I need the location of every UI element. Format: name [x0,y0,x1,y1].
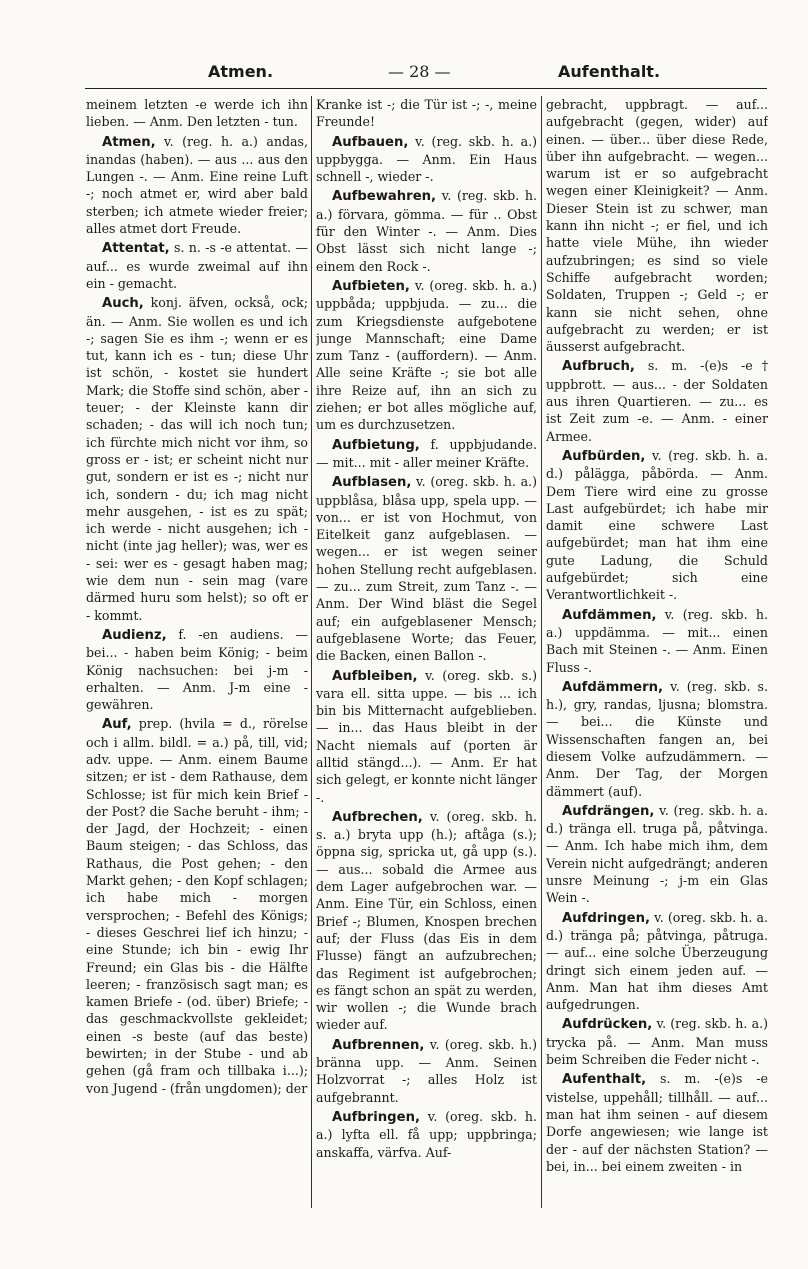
entry-text: s. m. -(e)s -e† uppbrott. — aus... - der Soldaten aus ihren Quartieren. — zu... es ist Zeit zum -e. — Anm. - einer Armee. [546,358,768,444]
dictionary-entry [316,1036,537,1106]
dictionary-entry [86,133,308,238]
entry-text: v. (oreg. skb. h. s. a.) bryta upp (h.); aftåga (s.); öppna sig, spricka ut, gå upp (s.). — aus... sobald die Armee aus dem Lager aufgebrochen war. — Anm. Eine Tür, ein Schloss, einen Brief -; Blumen, Knospen brechen auf; der Fluss (das Eis in dem Flusse) fängt an aufzubrechen; das Regiment ist aufgebrochen; es fängt schon an spät zu werden, wir wollen -; die Wunde brach wieder auf. [316,808,537,1033]
entry-text: v. (oreg. skb. h. a.) uppbåda; uppbjuda. — zu... die zum Kriegsdienste aufgebotene junge Mannschaft; eine Dame zum Tanz - (auffordern). — Anm. Alle seine Kräfte -; sie bot alle ihre Reize auf, ihn an sich zu ziehen; er bot alles mögliche auf, um es durchzusetzen. [316,277,537,433]
entry-headword: Audienz, [102,627,167,643]
entry-headword: Aufbleiben, [332,668,418,684]
entry-text: v. (reg. skb. h. a.) trycka på. — Anm. Man muss beim Schreiben die Feder nicht -. [546,1016,768,1068]
entry-headword: Aufbieten, [332,278,410,294]
entry-text: v. (oreg. skb. h. a. d.) tränga på; påtvinga, påtruga. — auf... eine solche Überzeugung dringt sich einem jeden auf. — Anm. Man hat ihm dieses Amt aufgedrungen. [546,909,768,1013]
header-right-word: Aufenthalt. [558,62,661,81]
entry-text: v. (reg. skb. s. h.), gry, randas, ljusna; blomstra. — bei... die Künste und Wissenschaften fangen an, bei diesem Volke aufzudämmern. — Anm. Der Tag, der Morgen dämmert (auf). [546,678,768,799]
dictionary-entry [546,909,768,1014]
dictionary-entry [316,277,537,434]
dictionary-entry [546,678,768,800]
dictionary-entry [546,96,768,355]
dictionary-entry [316,808,537,1034]
entry-headword: Aufblasen, [332,475,412,491]
entry-text: s. m. -(e)s -e vistelse, uppehåll; tillhåll. — auf... man hat ihm seinen - auf diesem Dorfe angewiesen; wie lange ist der - auf der nächsten Station? — bei, in... bei einem zweiten - in [546,1071,768,1174]
entry-text: f. -en audiens. — bei... - haben beim König; - beim König nachsuchen: bei j-m - erhalten. — Anm. J-m eine - gewähren. [86,626,308,713]
entry-headword: Aufbürden, [562,448,646,464]
entry-text: s. n. -s -e attentat. — auf... es wurde zweimal auf ihn ein - gemacht. [86,240,308,291]
page-number: — 28 — [388,62,451,81]
column-divider [311,96,312,1208]
entry-text: v. (reg. skb. h. a. d.) pålägga, påbörda. — Anm. Dem Tiere wird eine zu grosse Last aufgebürdet; ich habe mir damit eine schwere Last aufgebürdet; man hat ihm eine gute Ladung, die Schuld aufgebürdet; sich eine Verantwortlichkeit -. [546,447,768,603]
text-column-2 [316,96,537,1206]
header-rule [85,88,767,89]
entry-text: f. uppbjudande. — mit... mit - aller meiner Kräfte. [316,436,537,470]
entry-headword: Aufdrücken, [562,1017,653,1033]
entry-headword: Aufdämmern, [562,679,663,695]
text-column-3 [546,96,768,1206]
entry-text: prep. (hvila = d., rörelse och i allm. bildl. = a.) på, till, vid; adv. uppe. — Anm. einem Baume sitzen; er ist - dem Rathause, dem Schlosse; ist für mich kein Brief - der Post? die Sache beruht - ihm; - der Jagd, der Hochzeit; - einen Baum steigen; - das Schloss, das Rathaus, die Post gehen; - den Markt gehen; - den Kopf schlagen; ich habe mich - morgen versprochen; - Befehl des Königs; - dieses Geschrei lief ich hinzu; - eine Stunde; ich bin - ewig Ihr Freund; ein Glas bis - die Hälfte leeren; - französisch sagt man; es kamen Briefe - (od. über) Briefe; - das geschmackvollste gekleidet; einen -s beste (auf das beste) bewirten; in der Stube - und ab gehen (gå fram och tillbaka i...); von Jugend - (från ungdomen); der [86,716,308,1096]
dictionary-entry [86,294,308,624]
entry-text: meinem letzten -e werde ich ihn lieben. — Anm. Den letzten - tun. [86,97,308,130]
dictionary-entry [316,1108,537,1161]
entry-headword: Aufbrennen, [332,1037,425,1053]
entry-text: v. (reg. skb. h. a.) uppbygga. — Anm. Ein Haus schnell -, wieder -. [316,133,537,185]
text-column-1 [86,96,308,1206]
entry-headword: Aufenthalt, [562,1072,647,1088]
dictionary-entry [316,473,537,664]
entry-text: v. (oreg. skb. h.) bränna upp. — Anm. Seinen Holzvorrat -; alles Holz ist aufgebrannt. [316,1036,537,1105]
entry-headword: Aufdringen, [562,910,650,926]
dictionary-entry [546,606,768,676]
entry-headword: Aufbrechen, [332,809,423,825]
entry-headword: Aufdrängen, [562,803,655,819]
entry-headword: Aufbauen, [332,134,409,150]
entry-headword: Aufbringen, [332,1109,420,1125]
dictionary-entry [316,436,537,472]
column-divider [541,96,542,1208]
entry-text: gebracht, uppbragt. — auf... aufgebracht (gegen, wider) auf einen. — über... über diese Rede, über ihn aufgebracht. — wegen... warum ist er so aufgebracht wegen einer Kleinigkeit? — Anm. Dieser Stein ist zu schwer, man kann ihn nicht -; er fiel, und ich hatte viele Mühe, ihn wieder aufzubringen; es sind so viele Schiffe aufgebracht worden; Soldaten, Truppen -; Geld -; er kann sie nicht sehen, ohne aufgebracht zu werden; er ist äusserst aufgebracht. [546,97,768,355]
entry-headword: Aufbewahren, [332,189,437,205]
dictionary-entry [316,667,537,806]
dictionary-entry [86,626,308,713]
header-left-word: Atmen. [208,62,274,81]
dictionary-entry [316,187,537,274]
entry-text: v. (oreg. skb. h. a.) lyfta ell. få upp; uppbringa; anskaffa, värfva. Auf- [316,1108,537,1160]
entry-headword: Attentat, [102,241,170,257]
entry-text: v. (reg. skb. h. a. d.) tränga ell. truga på, påtvinga. — Anm. Ich habe mich ihm, dem Verein nicht aufgedrängt; anderen unsre Meinung -; j-m ein Glas Wein -. [546,802,768,906]
dictionary-entry [316,96,537,131]
entry-headword: Aufbruch, [562,359,635,375]
dictionary-entry [316,133,537,186]
entry-text: v. (reg. h. a.) andas, inandas (haben). — aus ... aus den Lungen -. — Anm. Eine reine Luft -; noch atmet er, wird aber bald sterben; ich atmete wieder freier; alles atmet dort Freude. [86,133,308,237]
page-header [80,60,770,86]
dictionary-entry [86,239,308,292]
entry-headword: Atmen, [102,134,156,150]
dictionary-entry [546,1070,768,1175]
entry-text: v. (oreg. skb. s.) vara ell. sitta uppe. — bis ... ich bin bis Mitternacht aufgeblieben. — in... das Haus bleibt in der Nacht niemals auf (porten är alltid stängd...). — Anm. Er hat sich gelegt, er konnte nicht länger -. [316,667,537,805]
entry-headword: Auf, [102,717,132,733]
dictionary-entry [546,357,768,444]
dictionary-entry [86,715,308,1097]
entry-headword: Aufdämmen, [562,607,657,623]
entry-headword: Aufbietung, [332,437,420,453]
entry-text: Kranke ist -; die Tür ist -; -, meine Freunde! [316,97,537,130]
entry-headword: Auch, [102,296,144,312]
dictionary-entry [546,447,768,604]
entry-text: v. (reg. skb. h. a.) förvara, gömma. — für .. Obst für den Winter -. — Anm. Dies Obst lässt sich nicht lange -; einem den Rock -. [316,188,537,274]
dictionary-entry [546,802,768,907]
entry-text: v. (oreg. skb. h. a.) uppblåsa, blåsa upp, spela upp. — von... er ist von Hochmut, von Eitelkeit ganz aufgeblasen. — wegen... er ist wegen seiner hohen Stellung recht aufgeblasen. — zu... zum Streit, zum Tanz -. — Anm. Der Wind bläst die Segel auf; ein aufgeblasener Mensch; aufgeblasene Worte; das Feuer, die Backen, einen Ballon -. [316,474,537,664]
dictionary-entry [546,1015,768,1068]
entry-text: konj. äfven, också, ock; än. — Anm. Sie wollen es und ich -; sagen Sie es ihm -; wenn er es tut, kann ich es - tun; diese Uhr ist schön, - kostet sie hundert Mark; die Stoffe sind schön, aber - teuer; - der Kleinste kann dir schaden; - das will ich noch tun; ich fürchte mich nicht vor ihm, so gross er - ist; er scheint nicht nur gut, sondern er ist es -; nicht nur ich, sondern - du; ich mag nicht mehr ausgehen, - ist es zu spät; ich werde - nicht ausgehen; ich - nicht (inte jag heller); was, wer es - sei: wer es - gesagt haben mag; wie dem nun - sein mag (vare därmed huru som helst); so oft er - kommt. [86,295,308,623]
dictionary-entry [86,96,308,131]
entry-text: v. (reg. skb. h. a.) uppdämma. — mit... einen Bach mit Steinen -. — Anm. Einen Fluss -. [546,606,768,675]
